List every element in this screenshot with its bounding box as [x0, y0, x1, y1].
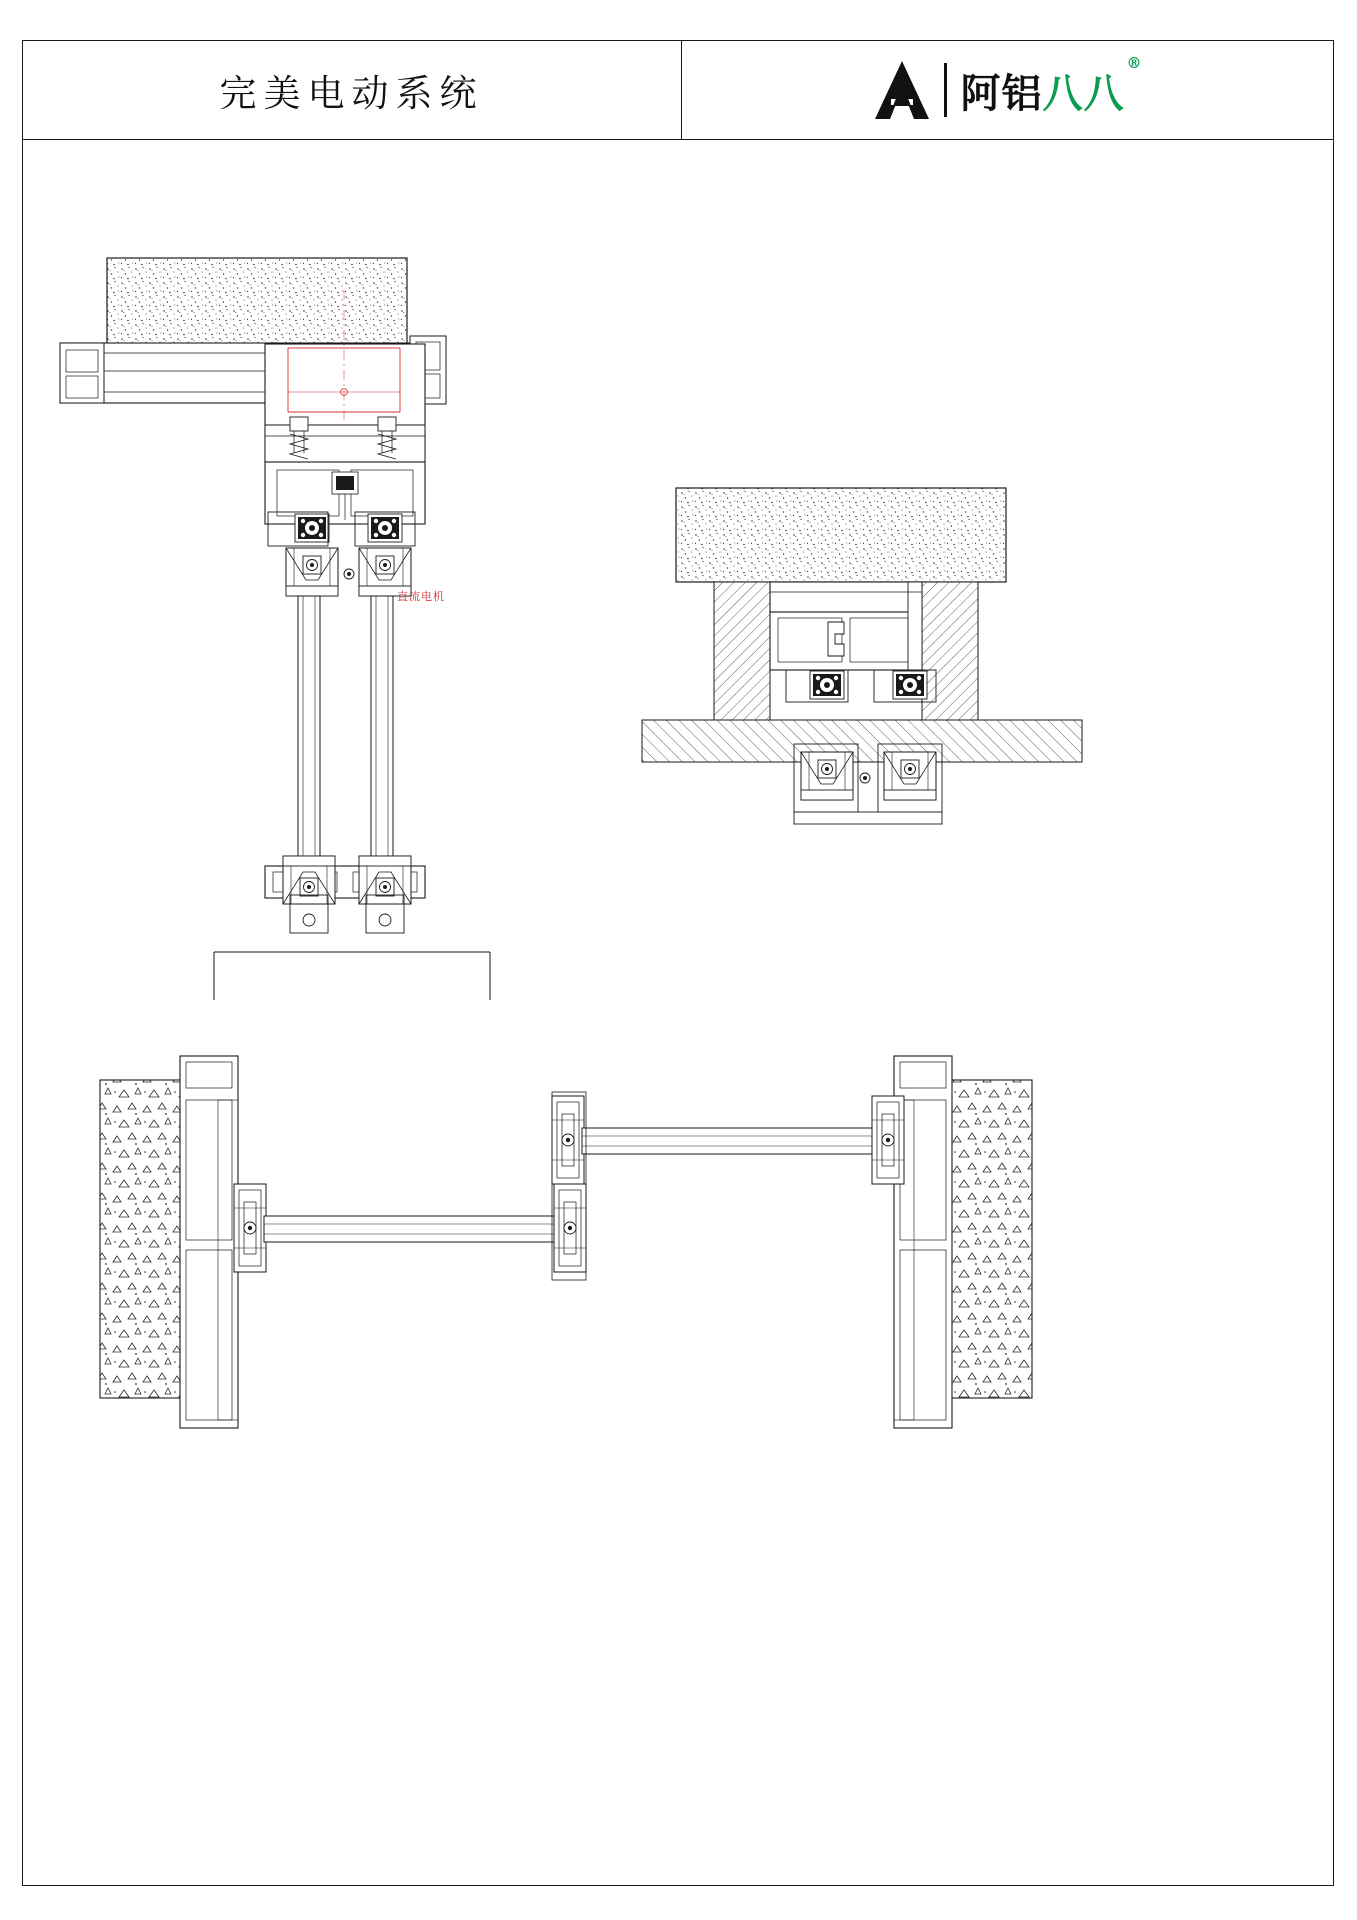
brand-logo [682, 40, 1334, 140]
view-horizontal-plan-section [100, 1056, 1032, 1428]
brand-word-green: 八八 [1042, 69, 1125, 117]
registered-mark: ® [1126, 53, 1143, 72]
brand-divider [944, 63, 947, 117]
brand-wordmark [960, 53, 1143, 119]
view-head-detail-section [642, 488, 1082, 824]
page-title: 完美电动系统 [22, 40, 682, 140]
title-block [22, 40, 1334, 140]
drawing-canvas [22, 140, 1334, 1886]
triangle-a-logo-icon [874, 59, 930, 121]
brand-word-black: 阿铝 [960, 69, 1043, 117]
view-vertical-section-electric-drive [60, 258, 490, 1000]
motor-label: 直流电机 [397, 590, 445, 603]
